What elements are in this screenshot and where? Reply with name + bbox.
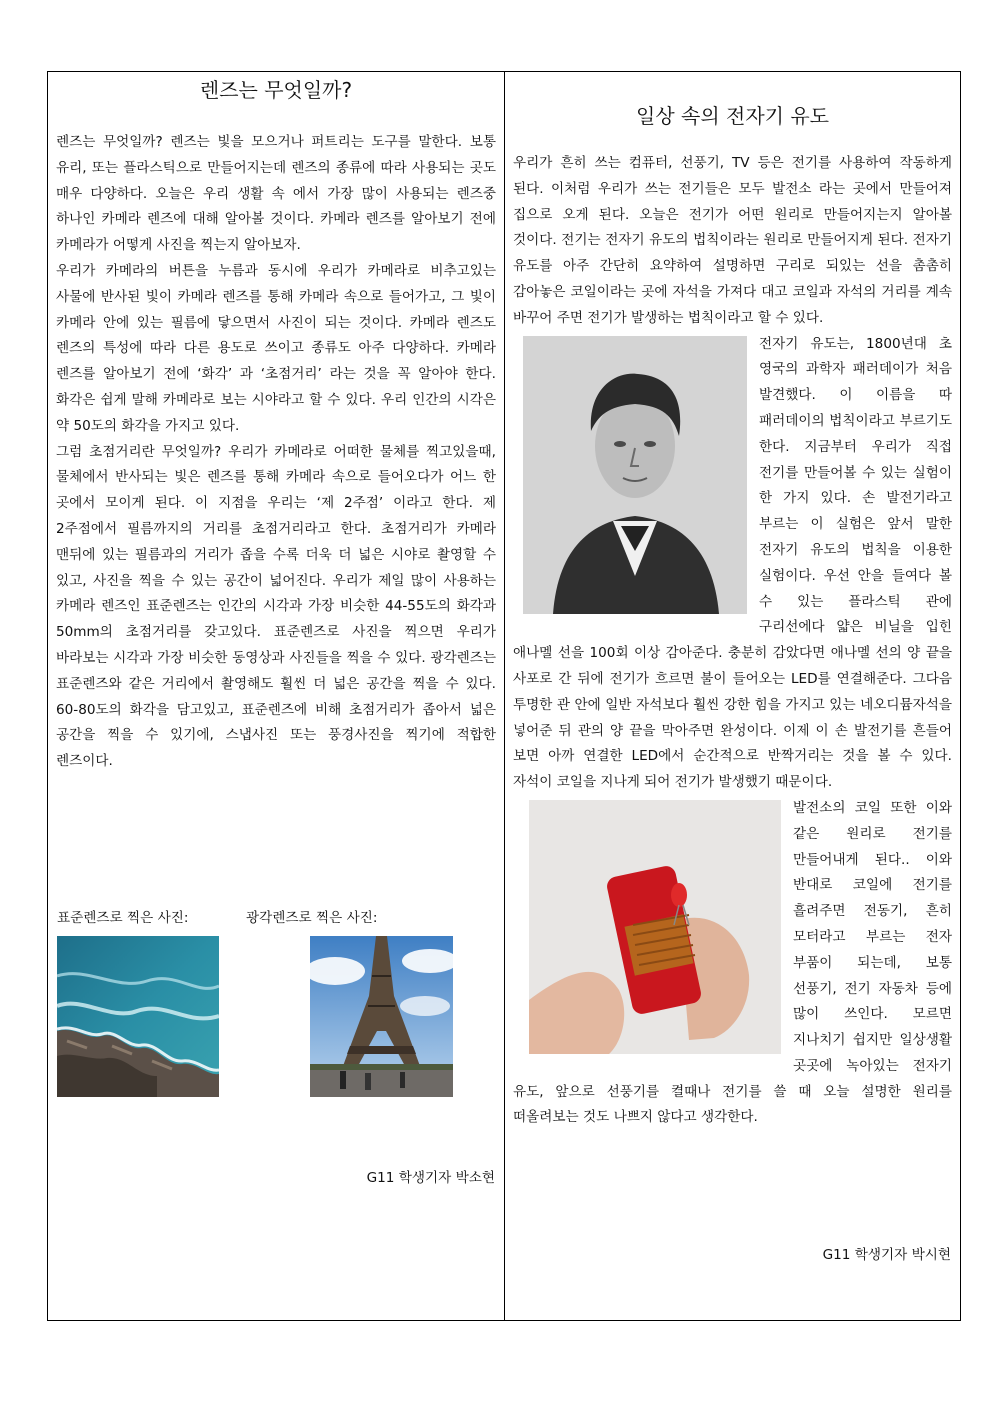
right-article-title: 일상 속의 전자기 유도 bbox=[636, 104, 829, 128]
left-article bbox=[48, 71, 504, 1321]
left-article-body bbox=[56, 130, 496, 775]
standard-lens-caption: 표준렌즈로 찍은 사진: bbox=[57, 910, 189, 926]
standard-lens-photo bbox=[57, 936, 219, 1097]
hand-generator-photo bbox=[529, 800, 781, 1054]
left-byline: G11 학생기자 박소현 bbox=[366, 1170, 495, 1186]
right-intro-paragraph: 우리가 흔히 쓰는 컴퓨터, 선풍기, TV 등은 전기를 사용하여 작동하게 된다. 이처럼 우리가 쓰는 전기들은 모두 발전소 라는 곳에서 만들어져 집으로 오게 된다. 오늘은 전기가 어떤 원리로 만들어지는지 알아볼 것이다. 전기는 전자기 유도의 법칙이라는 원리로 만들어지게 된다. 전자기 유도를 아주 간단히 요약하여 설명하면 구리로 되있는 선을 촘촘히 감아놓은 코일이라는 곳에 자석을 가져다 대고 코일과 자석의 거리를 계속 바꾸어 주면 전기가 발생하는 법칙이라고 할 수 있다. bbox=[513, 155, 952, 326]
right-byline: G11 학생기자 박시현 bbox=[822, 1247, 951, 1263]
wide-lens-photo bbox=[310, 936, 453, 1097]
faraday-portrait bbox=[523, 336, 747, 614]
left-paragraph-2: 우리가 카메라의 버튼을 누름과 동시에 우리가 카메라로 비추고있는 사물에 반사된 빛이 카메라 렌즈를 통해 카메라 속으로 들어가고, 그 빛이 카메라 안에 있는 필름에 닿으면서 사진이 되는 것이다. 카메라 렌즈도 렌즈의 특성에 따라 다른 용도로 쓰이고 종류도 아주 다양하다. 카메라 렌즈를 알아보기 전에 ‘화각’ 과 ‘초점거리’ 라는 것을 꼭 알아야 한다. 화각은 쉽게 말해 카메라로 보는 시야라고 할 수 있다. 우리 인간의 시각은 약 50도의 화각을 가지고 있다. bbox=[56, 262, 496, 434]
right-paragraph-2: 전자기 유도는, 1800년대 초 영국의 과학자 패러데이가 처음 발견했다. 이 이름을 따 패러데이의 법칙이라고 부르기도 한다. 지금부터 우리가 직접 전기를 만들어볼 수 있는 실험이 한 가지 있다. 손 발전기라고 부르는 이 실험은 앞서 말한 전자기 유도의 법칙을 이용한 실험이다. 우선 안을 들여다 볼 수 있는 플라스틱 관에 구리선에다 얇은 비닐을 입힌 애나멜 선을 100회 이상 감아준다. 충분히 감았다면 애나멜 선의 양 끝을 사포로 간 뒤에 전기가 흐르면 불이 들어오는 LED를 연결해준다. 그다음 투명한 관 안에 일반 자석보다 훨씬 강한 힘을 가지고 있는 네오디뮴자석을 넣어준 뒤 관의 양 끝을 막아주면 완성이다. 이제 이 손 발전기를 흔들어 보면 아까 연결한 LED에서 순간적으로 반짝거리는 것을 볼 수 있다. 자석이 코일을 지나게 되어 전기가 발생했기 때문이다. bbox=[513, 335, 952, 791]
left-article-title: 렌즈는 무엇일까? bbox=[199, 78, 353, 102]
right-article-body bbox=[513, 151, 952, 1131]
right-article bbox=[505, 71, 960, 1321]
wide-lens-caption: 광각렌즈로 찍은 사진: bbox=[246, 910, 378, 926]
left-paragraph-1: 렌즈는 무엇일까? 렌즈는 빛을 모으거나 퍼트리는 도구를 말한다. 보통 유리, 또는 플라스틱으로 만들어지는데 렌즈의 종류에 따라 사용되는 곳도 매우 다양하다. 오늘은 우리 생활 속 에서 가장 많이 사용되는 렌즈중 하나인 카메라 렌즈에 대해 알아볼 것이다. 카메라 렌즈를 알아보기 전에 카메라가 어떻게 사진을 찍는지 알아보자. bbox=[56, 134, 496, 254]
right-paragraph-3: 발전소의 코일 또한 이와 같은 원리로 전기를 만들어내게 된다.. 이와 반대로 코일에 전기를 흘려주면 전동기, 흔히 모터라고 부르는 전자 부품이 되는데, 보통 선풍기, 전기 자동차 등에 많이 쓰인다. 모르면 지나치기 쉽지만 일상생활 곳곳에 녹아있는 전자기 유도, 앞으로 선풍기를 켤때나 전기를 쓸 때 오늘 설명한 원리를 떠올려보는 것도 나쁘지 않다고 생각한다. bbox=[513, 799, 952, 1126]
left-paragraph-3: 그럼 초점거리란 무엇일까? 우리가 카메라로 어떠한 물체를 찍고있을때, 물체에서 반사되는 빛은 렌즈를 통해 카메라 속으로 들어오다가 어느 한 곳에서 모이게 된다. 이 지점을 우리는 ‘제 2주점’ 이라고 한다. 제 2주점에서 필름까지의 거리를 초점거리라고 한다. 초점거리가 카메라 맨뒤에 있는 필름과의 거리가 좁을 수록 더욱 더 넓은 시야로 촬영할 수 있고, 사진을 찍을 수 있는 공간이 넓어진다. 우리가 제일 많이 사용하는 카메라 렌즈인 표준렌즈는 인간의 시각과 가장 비슷한 44-55도의 화각과 50mm의 초점거리를 갖고있다. 표준렌즈로 사진을 찍으면 우리가 바라보는 시각과 가장 비슷한 동영상과 사진들을 찍을 수 있다. 광각렌즈는 표준렌즈와 같은 거리에서 촬영해도 훨씬 더 넓은 공간을 찍을 수 있다. 60-80도의 화각을 담고있고, 표준렌즈에 비해 초점거리가 좁아서 넓은 공간을 찍을 수 있기에, 스냅사진 또는 풍경사진을 찍기에 적합한 렌즈이다. bbox=[56, 443, 496, 770]
